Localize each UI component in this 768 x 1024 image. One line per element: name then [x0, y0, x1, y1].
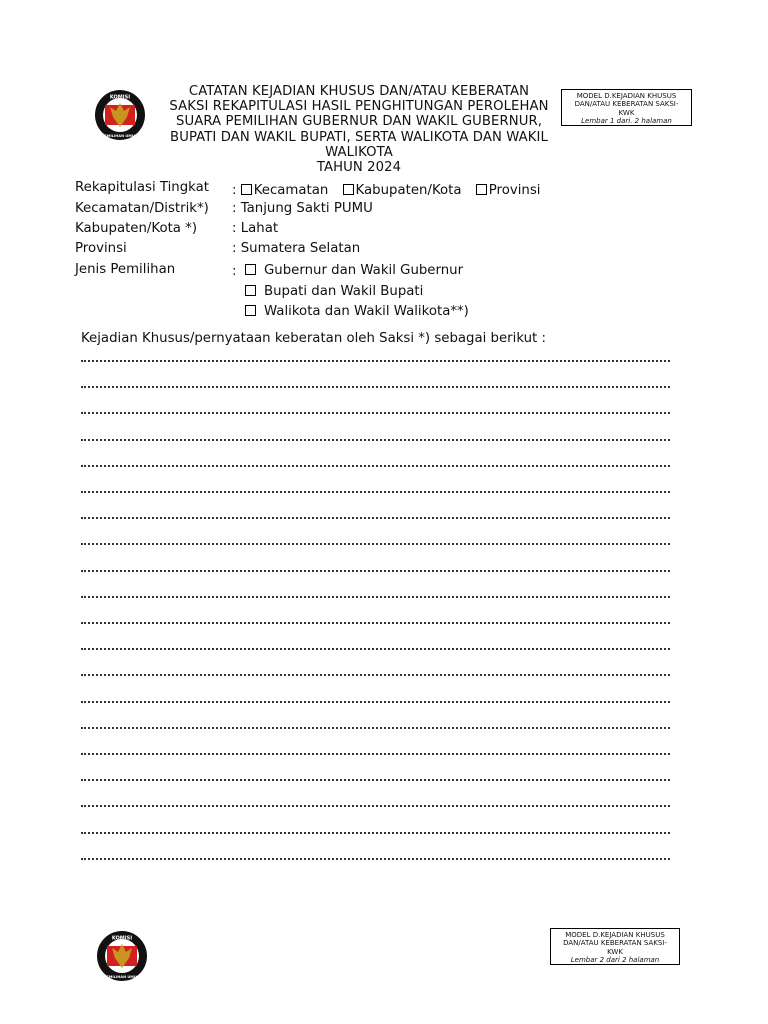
kecamatan-value: : Tanjung Sakti PUMU [232, 201, 373, 216]
page-indicator: Lembar 2 dari 2 halaman [570, 956, 660, 965]
title-line: SAKSI REKAPITULASI HASIL PENGHITUNGAN PEROLEHAN [169, 99, 549, 115]
provinsi-label: Provinsi [75, 241, 127, 256]
blank-line[interactable] [81, 517, 670, 519]
colon: : [232, 183, 237, 198]
blank-line[interactable] [81, 858, 670, 860]
blank-line[interactable] [81, 674, 670, 676]
document-title [150, 84, 568, 175]
blank-line[interactable] [81, 832, 670, 834]
model-line: KWK [607, 947, 623, 956]
kpu-logo [94, 89, 146, 141]
checkbox[interactable] [476, 184, 487, 195]
rekap-label: Rekapitulasi Tingkat [75, 180, 210, 195]
rekap-options [232, 183, 550, 198]
seal-text-top: KOMISI [111, 935, 133, 942]
title-line: WALIKOTA [325, 144, 393, 160]
model-box [561, 89, 692, 126]
checkbox[interactable] [245, 264, 256, 275]
blank-line[interactable] [81, 648, 670, 650]
option-walikota[interactable]: Walikota dan Wakil Walikota**) [245, 304, 469, 319]
title-line: BUPATI DAN WAKIL BUPATI, SERTA WALIKOTA DAN WAKIL [170, 129, 548, 145]
blank-line[interactable] [81, 779, 670, 781]
model-line: DAN/ATAU KEBERATAN SAKSI- [563, 939, 667, 948]
title-line: CATATAN KEJADIAN KHUSUS DAN/ATAU KEBERATAN [188, 84, 530, 99]
seal-text-top: KOMISI [109, 94, 131, 101]
jenis-label: Jenis Pemilihan [75, 262, 176, 277]
checkbox[interactable] [241, 184, 252, 195]
checkbox[interactable] [245, 305, 256, 316]
colon: : [232, 264, 237, 279]
model-line: MODEL D.KEJADIAN KHUSUS [565, 931, 665, 939]
blank-line[interactable] [81, 596, 670, 598]
blank-line[interactable] [81, 386, 670, 388]
seal-text-bottom: PEMILIHAN UMUM [101, 134, 139, 138]
blank-line[interactable] [81, 412, 670, 414]
blank-line[interactable] [81, 465, 670, 467]
kabupaten-label: Kabupaten/Kota *) [75, 221, 198, 236]
option-provinsi[interactable]: Provinsi [476, 183, 541, 198]
provinsi-value: : Sumatera Selatan [232, 241, 361, 256]
blank-line[interactable] [81, 727, 670, 729]
checkbox[interactable] [343, 184, 354, 195]
kpu-logo [96, 930, 148, 982]
seal-text-bottom: PEMILIHAN UMUM [103, 975, 141, 979]
blank-line[interactable] [81, 570, 670, 572]
blank-line[interactable] [81, 491, 670, 493]
kecamatan-label: Kecamatan/Distrik*) [75, 201, 209, 216]
blank-line[interactable] [81, 360, 670, 362]
statement-intro: Kejadian Khusus/pernyataan keberatan oleh Saksi *) sebagai berikut : [81, 331, 546, 346]
option-kabupaten-kota[interactable]: Kabupaten/Kota [343, 183, 462, 198]
model-line: MODEL D.KEJADIAN KHUSUS [576, 92, 677, 100]
kabupaten-value: : Lahat [232, 221, 279, 236]
option-bupati[interactable]: Bupati dan Wakil Bupati [245, 284, 423, 299]
option-gubernur[interactable]: Gubernur dan Wakil Gubernur [245, 263, 463, 278]
title-line: TAHUN 2024 [316, 160, 402, 176]
page-indicator: Lembar 1 dari. 2 halaman [581, 117, 672, 126]
blank-line[interactable] [81, 753, 670, 755]
blank-line[interactable] [81, 439, 670, 441]
blank-line[interactable] [81, 543, 670, 545]
title-line: SUARA PEMILIHAN GUBERNUR DAN WAKIL GUBERNUR, [175, 114, 543, 130]
model-box [550, 928, 680, 965]
model-line: DAN/ATAU KEBERATAN SAKSI- [574, 100, 679, 109]
checkbox[interactable] [245, 285, 256, 296]
option-kecamatan[interactable]: Kecamatan [241, 183, 329, 198]
blank-line[interactable] [81, 805, 670, 807]
blank-line[interactable] [81, 622, 670, 624]
blank-line[interactable] [81, 701, 670, 703]
model-line: KWK [618, 108, 635, 117]
